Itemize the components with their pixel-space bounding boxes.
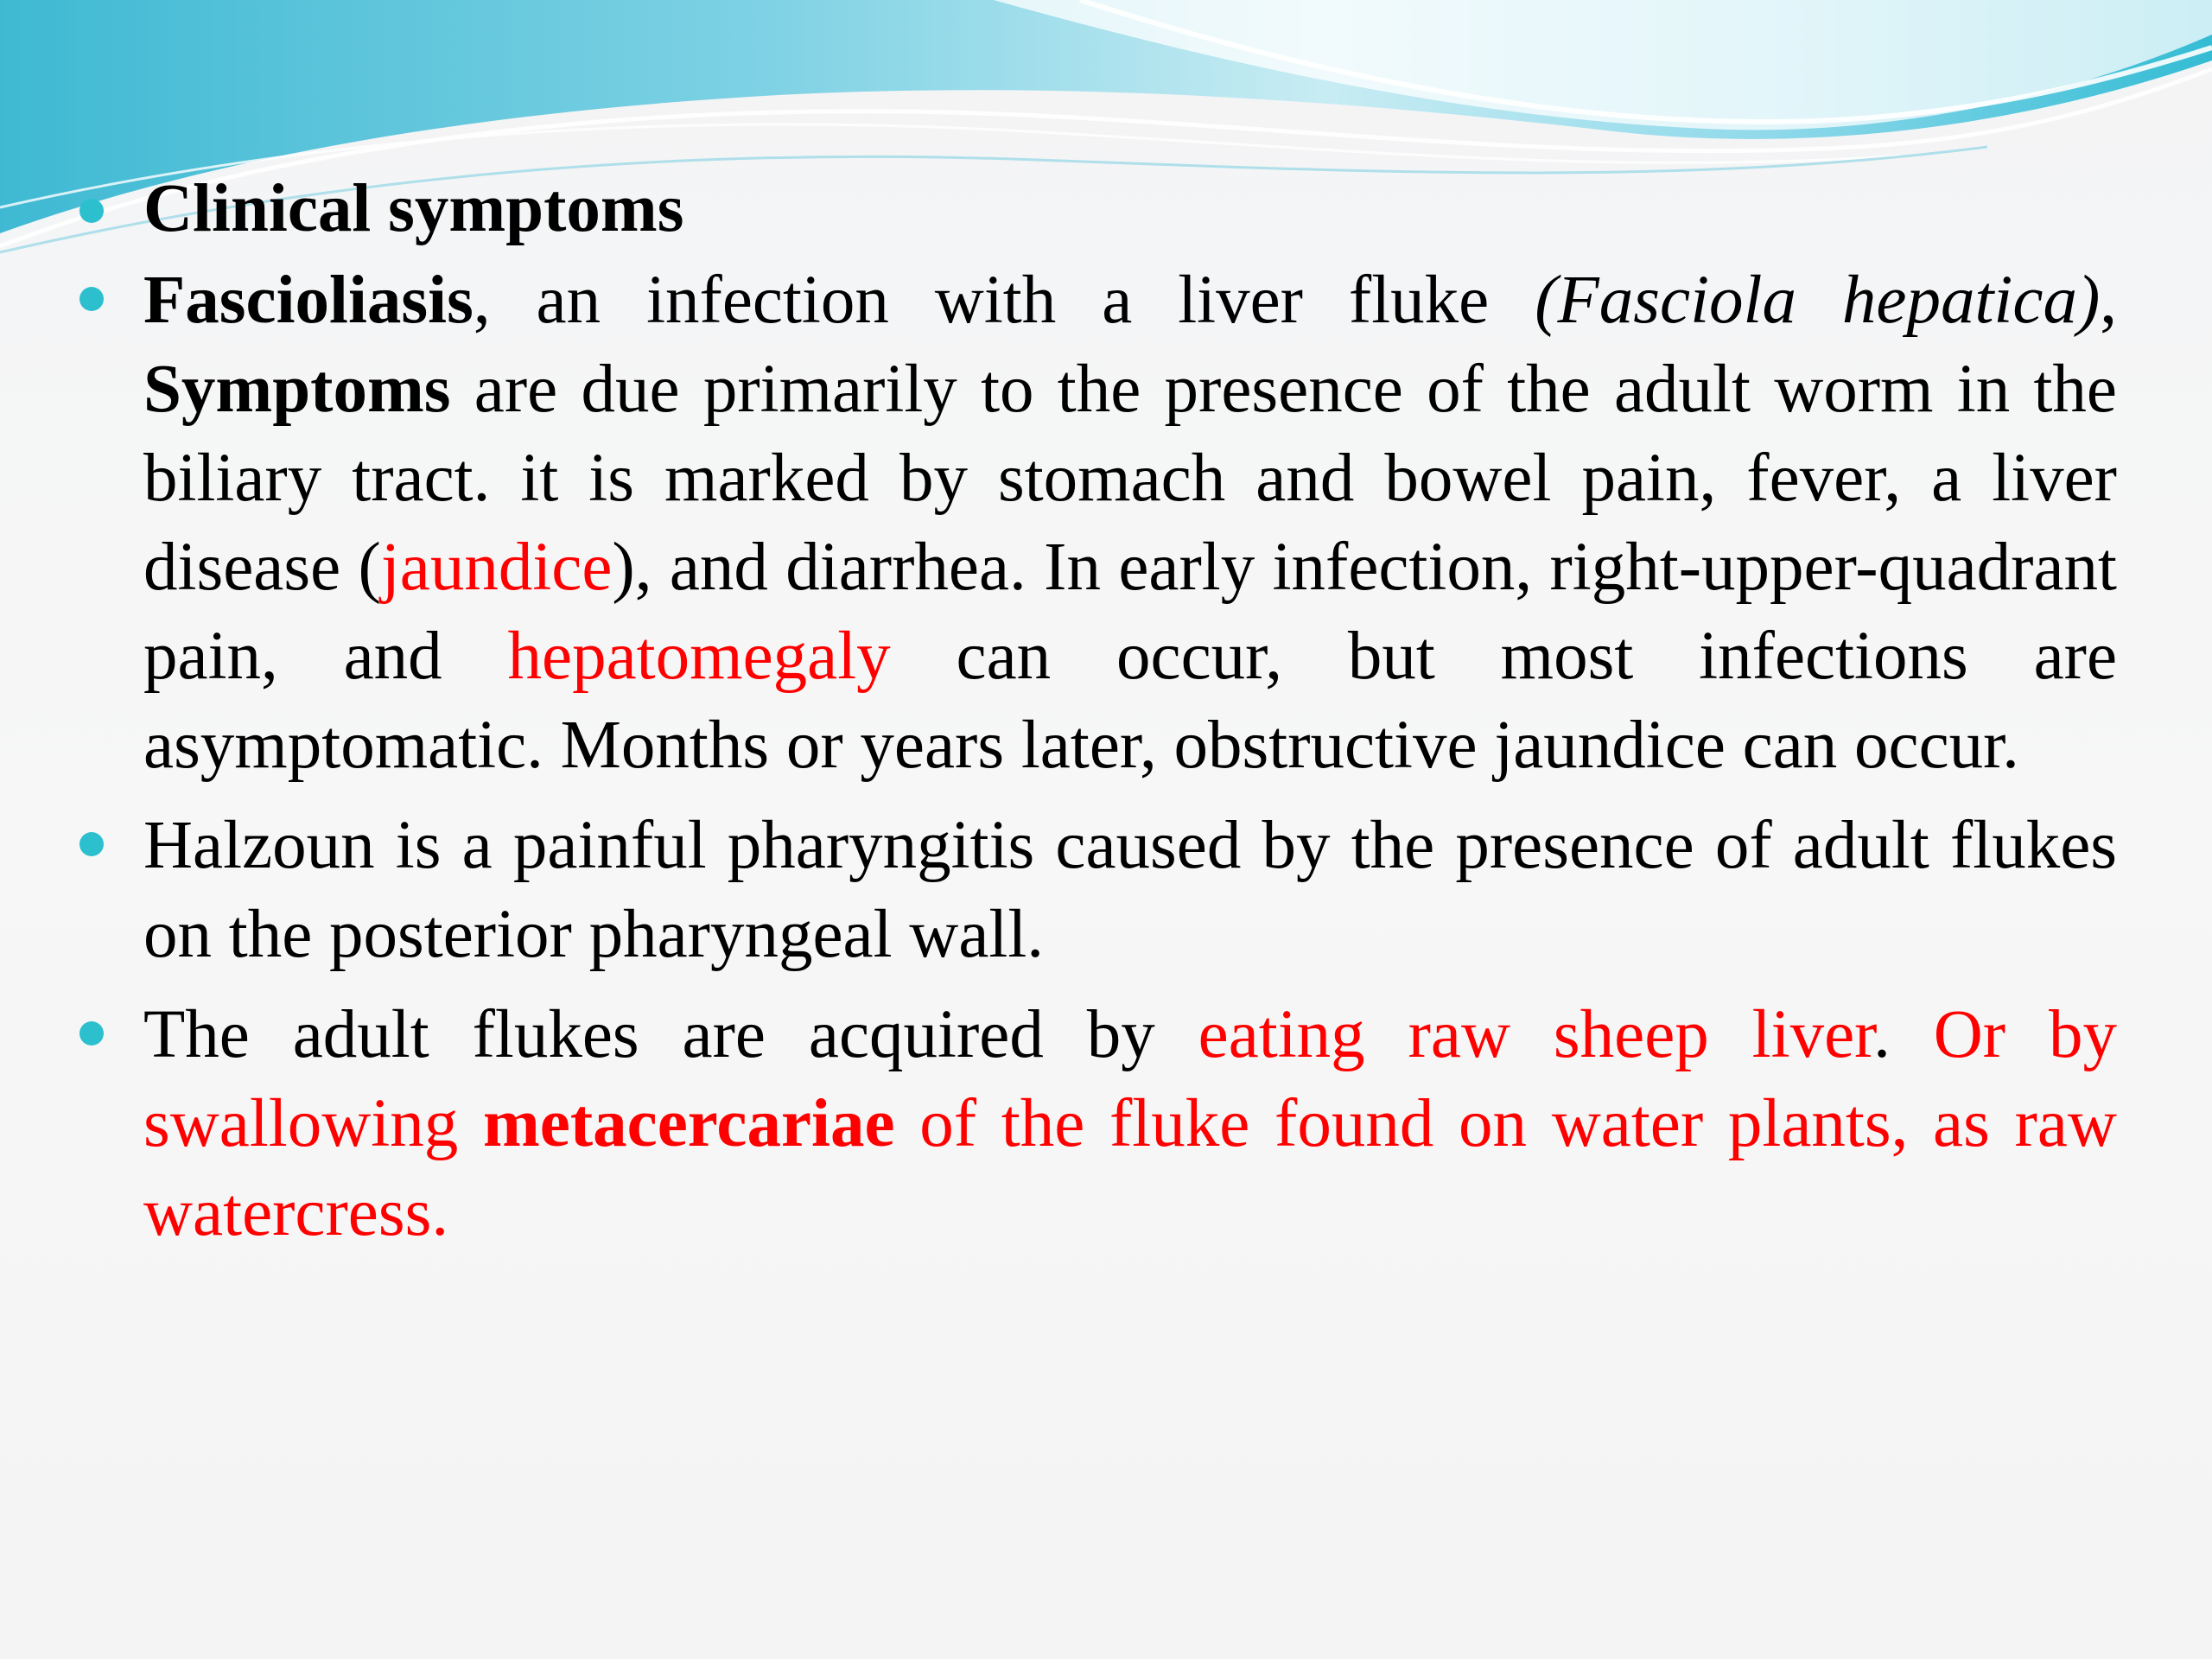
text-segment: The adult flukes are acquired by	[143, 997, 1198, 1072]
halzoun-text: Halzoun is a painful pharyngitis caused by the presence of adult flukes on the posterior pharyngeal wall.	[143, 808, 2117, 972]
bullet-dot-icon	[79, 287, 104, 311]
bullet-heading	[79, 164, 2117, 253]
bullet-dot-icon	[79, 1021, 104, 1046]
term-symptoms: Symptoms	[143, 352, 451, 427]
text-segment: , an infection with a liver fluke	[473, 263, 1535, 338]
highlight-raw-liver: eating raw sheep liver	[1198, 997, 1874, 1072]
highlight-hepatomegaly: hepatomegaly	[507, 619, 891, 694]
highlight-swallowing: Or by swallowing	[143, 997, 2118, 1161]
highlight-jaundice: jaundice	[380, 530, 613, 605]
term-fascioliasis: Fascioliasis	[143, 263, 474, 338]
bullet-halzoun	[79, 801, 2117, 979]
text-segment: can occur, but most infections are asymptomatic. Months or years later, obstructive jaundice can occur.	[143, 619, 2118, 783]
bullet-dot-icon	[79, 832, 104, 856]
bullet-dot-icon	[79, 199, 104, 223]
text-segment: ,	[2100, 263, 2118, 338]
text-segment: are due primarily to the presence of the adult worm in the biliary tract. it is marked by stomach and bowel pain, fever, a liver disease (	[143, 352, 2117, 605]
slide-content	[79, 164, 2117, 1268]
term-metacercariae: metacercariae	[482, 1086, 895, 1161]
bullet-transmission	[79, 990, 2117, 1257]
bullet-fascioliasis	[79, 256, 2117, 790]
species-name: (Fasciola hepatica)	[1535, 263, 2101, 338]
highlight-water-plants: of the fluke found on water plants, as raw watercress.	[143, 1086, 2117, 1250]
text-segment: ), and diarrhea. In early infection, right-upper-quadrant pain, and	[143, 530, 2117, 694]
text-segment: .	[1873, 997, 1934, 1072]
slide-heading: Clinical symptoms	[143, 171, 684, 246]
